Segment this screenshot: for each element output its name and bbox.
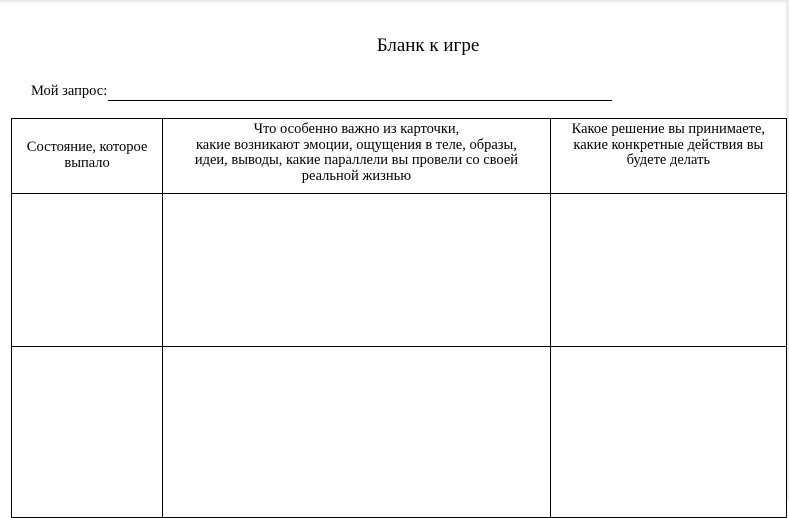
- table-cell[interactable]: [550, 347, 786, 518]
- table-header-row: [12, 119, 787, 194]
- header-line: выпало: [64, 154, 110, 171]
- table-cell[interactable]: [163, 194, 551, 347]
- header-line: Что особенно важно из карточки,: [253, 121, 460, 137]
- table-row: [12, 194, 787, 347]
- page-top-shadow: [0, 0, 789, 4]
- header-line: Какое решение вы принимаете,: [571, 121, 766, 137]
- header-line: реальной жизнью: [301, 167, 412, 184]
- header-line: какие конкретные действия вы: [573, 136, 764, 153]
- request-underline[interactable]: [108, 83, 612, 101]
- table-cell[interactable]: [163, 347, 551, 518]
- header-line: Состояние, которое: [26, 139, 148, 155]
- request-label: Мой запрос:: [31, 83, 108, 99]
- table-row: [12, 347, 787, 518]
- page-title: Бланк к игре: [376, 35, 480, 56]
- table-cell[interactable]: [12, 194, 163, 347]
- request-field: [31, 81, 612, 101]
- header-line: какие возникают эмоции, ощущения в теле, образы,: [195, 136, 517, 153]
- header-line: будете делать: [626, 152, 711, 168]
- header-decision: [550, 119, 786, 194]
- table-cell[interactable]: [550, 194, 786, 347]
- header-line: идеи, выводы, какие параллели вы провели со своей: [194, 152, 519, 168]
- header-card-reflection: [163, 119, 551, 194]
- table-cell[interactable]: [12, 347, 163, 518]
- header-state: [12, 119, 163, 194]
- game-form-table: [11, 118, 787, 518]
